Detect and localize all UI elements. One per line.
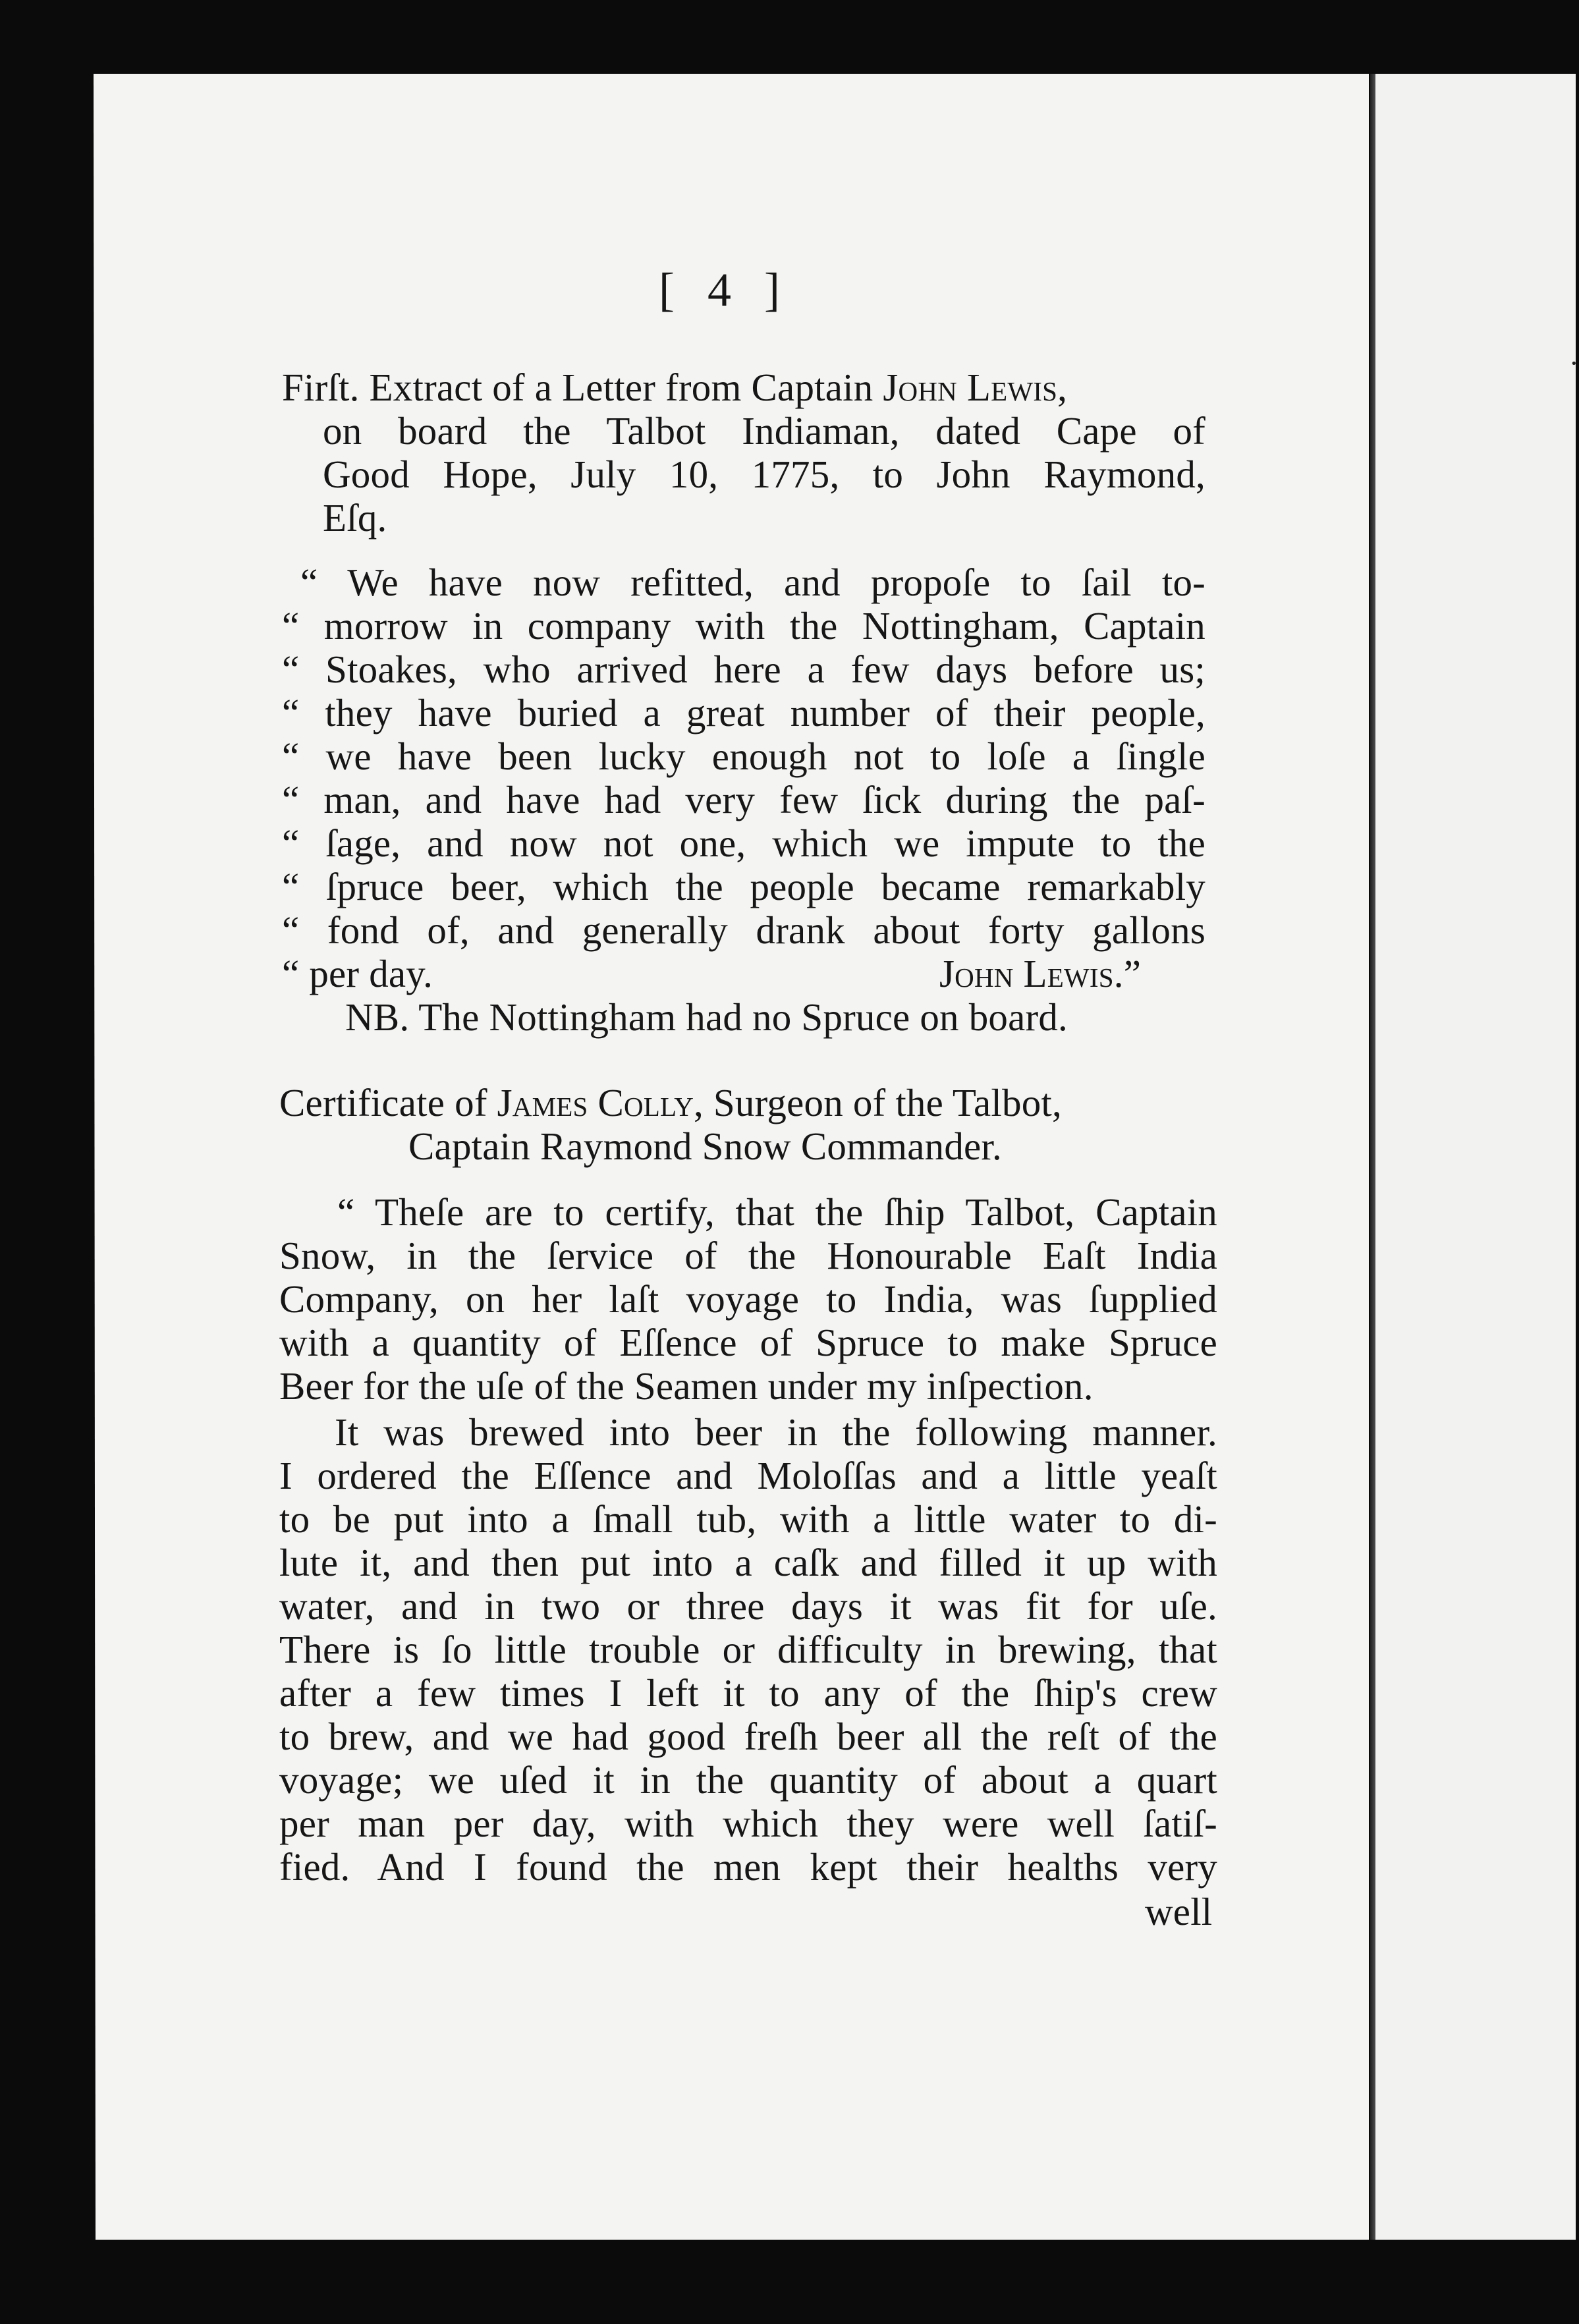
- extract-heading-line-2: on board the Talbot Indiaman, dated Cape of: [323, 409, 1205, 453]
- certificate-heading-role: Surgeon of the Talbot,: [713, 1081, 1062, 1124]
- certificate-line-7: I ordered the Eſſence and Moloſſas and a little yeaſt: [279, 1454, 1217, 1497]
- letter-line-9: “ fond of, and generally drank about forty gallons: [282, 908, 1205, 952]
- adjacent-page-edge: [1375, 74, 1576, 2240]
- certificate-line-4: with a quantity of Eſſence of Spruce to make Spruce: [279, 1321, 1217, 1364]
- extract-heading-line-4: Eſq.: [323, 496, 387, 540]
- letter-line-7: “ ſage, and now not one, which we impute to the: [282, 821, 1205, 865]
- certificate-line-1: “ Theſe are to certify, that the ſhip Talbot, Captain: [337, 1190, 1217, 1234]
- nota-bene: NB. The Nottingham had no Spruce on board.: [345, 995, 1068, 1039]
- certificate-line-6: It was brewed into beer in the following manner.: [335, 1410, 1217, 1454]
- letter-line-2: “ morrow in company with the Nottingham, Captain: [282, 604, 1205, 648]
- certificate-line-5: Beer for the uſe of the Seamen under my inſpection.: [279, 1364, 1094, 1408]
- certificate-line-14: voyage; we uſed it in the quantity of about a quart: [279, 1758, 1217, 1802]
- certificate-heading-line-2: Captain Raymond Snow Commander.: [408, 1124, 1002, 1168]
- letter-signature: John Lewis.”: [939, 952, 1142, 995]
- certificate-line-10: water, and in two or three days it was fit for uſe.: [279, 1584, 1217, 1628]
- certificate-line-12: after a few times I left it to any of the ſhip's crew: [279, 1671, 1217, 1715]
- certificate-line-3: Company, on her laſt voyage to India, was ſupplied: [279, 1277, 1217, 1321]
- adjacent-page-marks: ·: [1569, 347, 1579, 379]
- certificate-line-9: lute it, and then put into a caſk and filled it up with: [279, 1541, 1217, 1584]
- certificate-line-11: There is ſo little trouble or difficulty in brewing, that: [279, 1628, 1217, 1671]
- extract-heading-line-3: Good Hope, July 10, 1775, to John Raymond,: [323, 453, 1205, 496]
- certificate-line-2: Snow, in the ſervice of the Honourable Eaſt India: [279, 1234, 1217, 1277]
- page-number: [ 4 ]: [659, 263, 790, 316]
- catchword: well: [1145, 1890, 1213, 1933]
- certificate-line-16: fied. And I found the men kept their healths very: [279, 1845, 1217, 1889]
- surgeon-name: James Colly,: [497, 1081, 704, 1124]
- letter-line-3: “ Stoakes, who arrived here a few days before us;: [282, 648, 1205, 691]
- letter-line-10: “ per day.: [282, 952, 433, 995]
- letter-line-8: “ ſpruce beer, which the people became remarkably: [282, 865, 1205, 908]
- certificate-heading-text: Certificate of: [279, 1081, 487, 1124]
- extract-heading-line-1: [282, 366, 1067, 408]
- letter-line-4: “ they have buried a great number of their people,: [282, 691, 1205, 734]
- extract-heading-text: Firſt. Extract of a Letter from Captain: [282, 366, 873, 409]
- letter-line-1: “ We have now refitted, and propoſe to ſail to-: [300, 561, 1205, 604]
- letter-line-5: “ we have been lucky enough not to loſe a ſingle: [282, 734, 1205, 778]
- certificate-line-15: per man per day, with which they were well ſatiſ-: [279, 1802, 1217, 1845]
- certificate-heading-line-1: [279, 1082, 1062, 1124]
- letter-author-name: John Lewis,: [883, 366, 1068, 409]
- letter-line-6: “ man, and have had very few ſick during the paſ-: [282, 778, 1205, 821]
- certificate-line-13: to brew, and we had good freſh beer all the reſt of the: [279, 1715, 1217, 1758]
- certificate-line-8: to be put into a ſmall tub, with a little water to di-: [279, 1497, 1217, 1541]
